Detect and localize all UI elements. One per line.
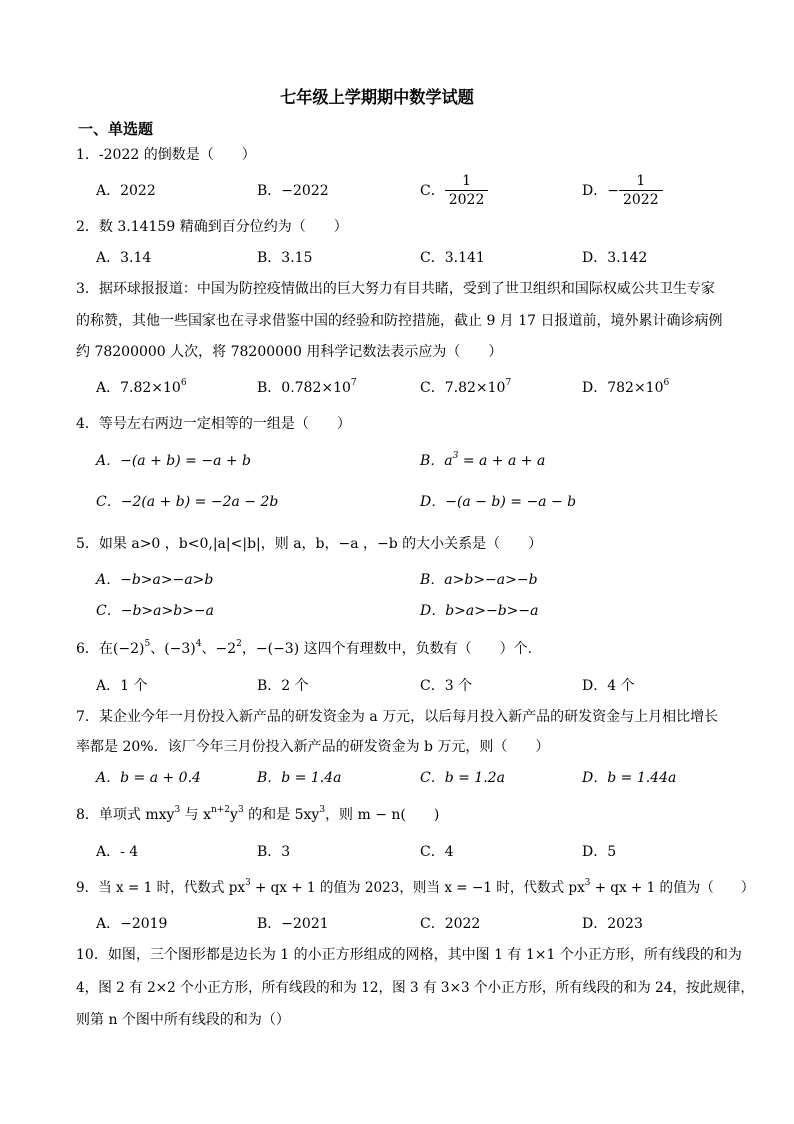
q6-exp-3: 2 (236, 639, 242, 649)
q2-option-b: B．3.15 (257, 250, 313, 266)
q6-option-a: A．1 个 (96, 678, 148, 694)
question-3-line-2: 的称赞，其他一些国家也在寻求借鉴中国的经验和防控措施，截止 9 月 17 日报道前，境外累计确诊病例 (76, 313, 723, 329)
q8-stem-part-2: 与 x (180, 807, 211, 823)
q8-exp-3: 3 (237, 805, 244, 815)
question-3-line-3: 约 78200000 人次，将 78200000 用科学记数法表示应为（ ） (76, 344, 503, 360)
q8-option-a: A．- 4 (96, 844, 139, 860)
q8-stem-part-5: ，则 m − n( ) (325, 807, 440, 823)
question-8-stem (76, 805, 439, 825)
section-heading: 一、单选题 (78, 120, 154, 138)
q9-stem-part-2: + qx + 1 的值为 2023，则当 x = −1 时，代数式 px (250, 880, 585, 896)
q8-exp-2: n+2 (210, 805, 231, 815)
q3-option-c (420, 378, 511, 398)
question-5-stem: 5．如果 a>0 ，b<0,|a|<|b|，则 a，b，−a ，−b 的大小关系是（ ） (76, 536, 543, 552)
q4-option-c: C．−2(a + b) = −2a − 2b (96, 494, 279, 510)
q1-option-b: B．−2022 (257, 183, 329, 199)
q6-option-d: D．4 个 (582, 678, 635, 694)
q7-option-b: B．b = 1.4a (257, 770, 342, 786)
q3-option-a-base: A．7.82×10 (96, 380, 181, 396)
q9-option-d: D．2023 (582, 916, 643, 932)
q8-stem-part-3: y (230, 807, 238, 823)
fraction-denominator: 2022 (622, 192, 659, 208)
q2-option-a: A．3.14 (96, 250, 152, 266)
q3-option-b-exp: 7 (350, 378, 357, 388)
q3-option-b-base: B．0.782×10 (257, 380, 351, 396)
question-7-line-2: 率都是 20%．该厂今年三月份投入新产品的研发资金为 b 万元，则（ ） (76, 739, 550, 755)
q8-exp-1: 3 (174, 805, 181, 815)
question-6-stem (76, 639, 532, 659)
q8-option-d: D．5 (582, 844, 617, 860)
q9-exp-1: 3 (245, 878, 251, 888)
q7-option-d: D．b = 1.44a (582, 770, 677, 786)
q4-option-b (420, 451, 545, 471)
q4-option-b-pre: B．a (420, 453, 453, 469)
q7-option-c: C．b = 1.2a (420, 770, 505, 786)
q5-option-b: B．a>b>−a>−b (420, 572, 538, 588)
q9-option-c: C．2022 (420, 916, 481, 932)
page-title: 七年级上学期期中数学试题 (280, 88, 474, 108)
fraction-numerator: 1 (445, 172, 489, 191)
q1-option-d (582, 172, 663, 209)
q6-option-b: B．2 个 (257, 678, 309, 694)
fraction-denominator: 2022 (448, 192, 485, 208)
q4-option-d: D．−(a − b) = −a − b (420, 494, 577, 510)
q6-exp-1: 5 (144, 639, 151, 649)
q1-option-d-fraction (619, 172, 663, 209)
q1-option-c-label: C． (420, 182, 445, 199)
q8-stem-part-4: 的和是 5xy (243, 807, 320, 823)
q7-option-a: A．b = a + 0.4 (96, 770, 201, 786)
q9-stem-part-1: 9．当 x = 1 时，代数式 px (76, 880, 246, 896)
q3-option-a-exp: 6 (180, 378, 187, 388)
q6-stem-part-2: 、(−3) (150, 641, 196, 657)
question-3-line-1: 3．据环球报报道：中国为防控疫情做出的巨大努力有目共睹，受到了世卫组织和国际权威公共卫生专家 (76, 281, 715, 297)
q6-exp-2: 4 (195, 639, 202, 649)
q3-option-d (582, 378, 669, 398)
q6-stem-part-3: 、−2 (201, 641, 237, 657)
question-9-stem (76, 878, 754, 898)
q1-option-a: A．2022 (96, 183, 156, 199)
question-10-line-2: 4，图 2 有 2×2 个小正方形，所有线段的和为 12，图 3 有 3×3 个小正方形，所有线段的和为 24，按此规律， (76, 980, 754, 996)
q8-stem-part-1: 8．单项式 mxy (76, 807, 175, 823)
q6-stem-part-1: 6．在(−2) (76, 641, 145, 657)
q4-option-a: A．−(a + b) = −a + b (96, 453, 252, 469)
question-4-stem: 4．等号左右两边一定相等的一组是（ ） (76, 416, 351, 432)
q8-exp-4: 3 (319, 805, 326, 815)
question-2-stem: 2．数 3.14159 精确到百分位约为（ ） (76, 219, 348, 235)
q9-exp-2: 3 (584, 878, 591, 888)
q1-option-c-fraction (445, 172, 489, 209)
q3-option-d-base: D．782×10 (582, 380, 664, 396)
question-7-line-1: 7．某企业今年一月份投入新产品的研发资金为 a 万元，以后每月投入新产品的研发资金与上月相比增长 (76, 709, 719, 725)
q5-option-a: A．−b>a>−a>b (96, 572, 214, 588)
q9-option-a: A．−2019 (96, 916, 168, 932)
q3-option-c-exp: 7 (505, 378, 512, 388)
q4-option-b-post: = a + a + a (458, 453, 546, 469)
q8-option-c: C．4 (420, 844, 454, 860)
fraction-numerator: 1 (619, 172, 663, 191)
q1-option-d-label: D．− (582, 182, 619, 199)
q3-option-d-exp: 6 (663, 378, 670, 388)
q3-option-c-base: C．7.82×10 (420, 380, 506, 396)
q8-option-b: B．3 (257, 844, 291, 860)
q2-option-d: D．3.142 (582, 250, 648, 266)
question-10-line-1: 10．如图，三个图形都是边长为 1 的小正方形组成的网格，其中图 1 有 1×1 个小正方形，所有线段的和为 (76, 947, 742, 963)
q1-option-c (420, 172, 488, 209)
q9-option-b: B．−2021 (257, 916, 329, 932)
q9-stem-part-3: + qx + 1 的值为（ ） (590, 880, 755, 896)
q3-option-a (96, 378, 187, 398)
q4-option-b-exp: 3 (452, 451, 459, 461)
question-1-stem: 1．-2022 的倒数是（ ） (76, 147, 256, 163)
q5-option-c: C．−b>a>b>−a (96, 603, 214, 619)
q2-option-c: C．3.141 (420, 250, 485, 266)
q5-option-d: D．b>a>−b>−a (420, 603, 539, 619)
question-10-line-3: 则第 n 个图中所有线段的和为（） (76, 1012, 290, 1028)
q6-stem-part-4: ，−(−3) 这四个有理数中，负数有（ ）个. (241, 641, 533, 657)
q3-option-b (257, 378, 357, 398)
q6-option-c: C．3 个 (420, 678, 473, 694)
